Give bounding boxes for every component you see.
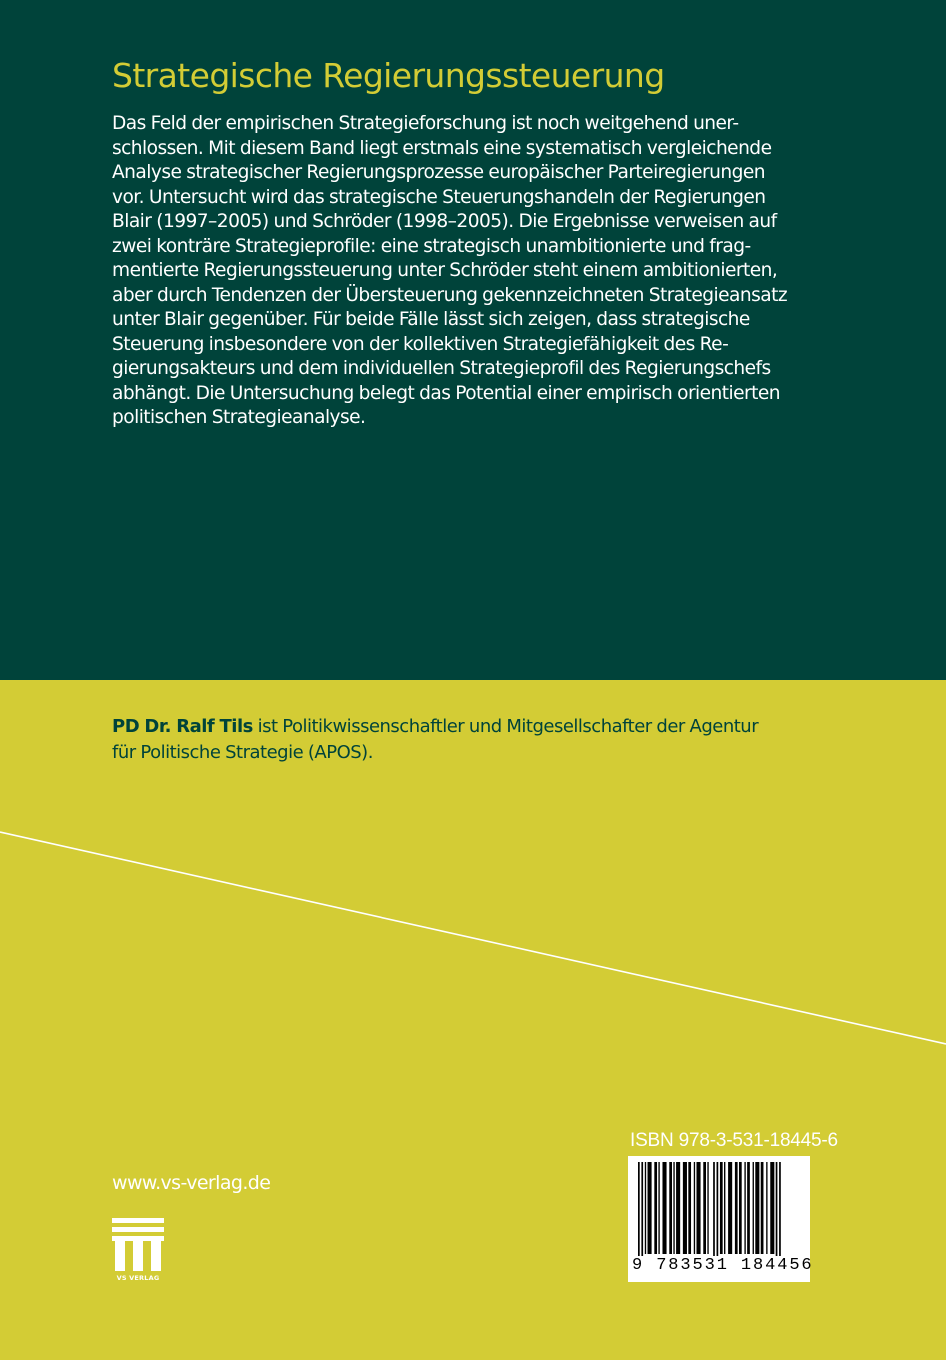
blurb-line: aber durch Tendenzen der Übersteuerung gekennzeichneten Strategieansatz [112, 284, 788, 306]
blurb-line: mentierte Regierungssteuerung unter Schröder steht einem ambitionierten, [112, 260, 778, 281]
barcode-bar [654, 1162, 657, 1254]
barcode-bar [761, 1162, 764, 1254]
blurb-line: vor. Untersucht wird das strategische Steuerungshandeln der Regierungen [112, 186, 766, 208]
barcode-bar [703, 1162, 706, 1254]
barcode-bar [724, 1162, 725, 1254]
blurb-line: gierungsakteurs und dem individuellen Strategieprofil des Regierungschefs [112, 358, 771, 379]
barcode-bar [707, 1162, 708, 1254]
barcode-bar [717, 1162, 719, 1256]
barcode-bar [688, 1162, 691, 1254]
blurb-line: Blair (1997–2005) und Schröder (1998–2005). Die Ergebnisse verweisen auf [112, 211, 777, 232]
barcode-bar [766, 1162, 767, 1254]
barcode-bar [676, 1162, 680, 1254]
author-name: PD Dr. Ralf Tils [112, 716, 253, 737]
author-bio-text: ist Politikwissenschaftler und Mitgesellschafter der Agentur [252, 716, 759, 737]
barcode-bar [713, 1162, 715, 1256]
blurb-line: unter Blair gegenüber. Für beide Fälle lässt sich zeigen, dass strategische [112, 309, 750, 330]
barcode-bar [770, 1162, 774, 1254]
barcode-bar [645, 1162, 646, 1254]
barcode-bar [696, 1162, 700, 1254]
barcode-bar [720, 1162, 723, 1254]
barcode-bar [744, 1162, 745, 1254]
barcode-bar [638, 1162, 640, 1256]
publisher-url: www.vs-verlag.de [112, 1172, 271, 1194]
barcode-bar [776, 1162, 778, 1256]
barcode-bar [669, 1162, 672, 1254]
book-title: Strategische Regierungssteuerung [112, 56, 665, 95]
blurb-line: abhängt. Die Untersuchung belegt das Potential einer empirisch orientierten [112, 382, 780, 404]
blurb-line: schlossen. Mit diesem Band liegt erstmals eine systematisch vergleichende [112, 137, 772, 159]
barcode-digits: 9 783531 184456 [632, 1256, 814, 1275]
publisher-logo-text: VS VERLAG [116, 1274, 160, 1282]
barcode-bar [747, 1162, 750, 1254]
barcode-bar [694, 1162, 695, 1254]
barcode-bar [641, 1162, 643, 1256]
barcode-bar [673, 1162, 674, 1254]
barcode-bar [735, 1162, 738, 1254]
barcode-bar [658, 1162, 659, 1254]
blurb-line: Das Feld der empirischen Strategieforschung ist noch weitgehend uner- [112, 113, 739, 134]
barcode-bar [728, 1162, 732, 1254]
blurb-line: Steuerung insbesondere von der kollektiven Strategiefähigkeit des Re- [112, 333, 729, 355]
vs-verlag-logo-icon [112, 1218, 164, 1282]
blurb-line: zwei konträre Strategieprofile: eine strategisch unambitionierte und frag- [112, 235, 751, 257]
barcode-bar [648, 1162, 652, 1254]
isbn-text: ISBN 978-3-531-18445-6 [630, 1130, 838, 1151]
barcode-bar [739, 1162, 742, 1254]
barcode-bars [628, 1156, 810, 1256]
blurb-line: politischen Strategieanalyse. [112, 407, 366, 428]
barcode-bar [755, 1162, 759, 1254]
barcode-bar [779, 1162, 781, 1256]
author-bio-line: für Politische Strategie (APOS). [112, 742, 373, 763]
barcode-bar [753, 1162, 754, 1254]
barcode-bar [683, 1162, 687, 1254]
blurb-line: Analyse strategischer Regierungsprozesse europäischer Parteiregierungen [112, 162, 765, 183]
barcode-bar [662, 1162, 666, 1254]
